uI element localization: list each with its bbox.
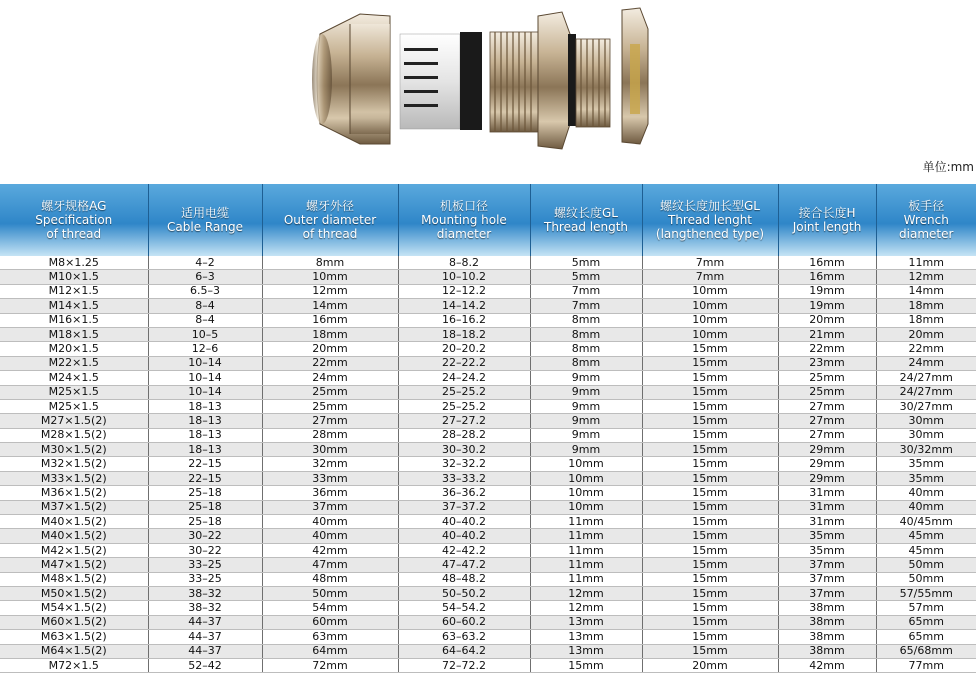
table-cell: 11mm [530, 543, 642, 557]
table-cell: 65mm [876, 630, 976, 644]
column-header-zh: 螺纹长度加长型GL [643, 199, 778, 213]
column-header-en2: of thread [263, 227, 398, 241]
table-cell: 12mm [530, 586, 642, 600]
table-cell: 10mm [530, 500, 642, 514]
table-cell: 10mm [530, 471, 642, 485]
table-cell: 22mm [778, 342, 876, 356]
table-cell: 10mm [642, 299, 778, 313]
table-cell: M40×1.5(2) [0, 529, 148, 543]
table-cell: M40×1.5(2) [0, 515, 148, 529]
table-cell: 54–54.2 [398, 601, 530, 615]
table-cell: 40mm [876, 500, 976, 514]
table-cell: 30–22 [148, 543, 262, 557]
table-cell: 77mm [876, 658, 976, 672]
table-cell: 30/27mm [876, 399, 976, 413]
table-cell: 25–25.2 [398, 399, 530, 413]
table-cell: 15mm [642, 558, 778, 572]
table-cell: 20mm [876, 327, 976, 341]
table-cell: 12mm [876, 270, 976, 284]
table-cell: M30×1.5(2) [0, 443, 148, 457]
table-cell: 8–8.2 [398, 256, 530, 270]
table-cell: 15mm [642, 342, 778, 356]
table-cell: M27×1.5(2) [0, 414, 148, 428]
table-cell: 37mm [778, 558, 876, 572]
table-cell: 25–18 [148, 500, 262, 514]
table-cell: 24/27mm [876, 371, 976, 385]
table-cell: 15mm [642, 356, 778, 370]
table-cell: M28×1.5(2) [0, 428, 148, 442]
table-row [0, 529, 976, 543]
table-row [0, 270, 976, 284]
table-cell: 42mm [262, 543, 398, 557]
table-cell: 10–10.2 [398, 270, 530, 284]
table-cell: 16–16.2 [398, 313, 530, 327]
table-row [0, 385, 976, 399]
table-cell: 20mm [778, 313, 876, 327]
table-cell: M18×1.5 [0, 327, 148, 341]
column-header-en1: Mounting hole [399, 213, 530, 227]
table-cell: 35mm [876, 457, 976, 471]
table-cell: M36×1.5(2) [0, 486, 148, 500]
table-cell: 20–20.2 [398, 342, 530, 356]
table-cell: 6–3 [148, 270, 262, 284]
column-header [398, 184, 530, 256]
column-header [0, 184, 148, 256]
table-cell: 21mm [778, 327, 876, 341]
table-cell: 25mm [262, 399, 398, 413]
table-row [0, 371, 976, 385]
table-cell: 63mm [262, 630, 398, 644]
table-cell: 15mm [642, 586, 778, 600]
table-cell: 65/68mm [876, 644, 976, 658]
table-cell: 27mm [778, 399, 876, 413]
table-cell: 38mm [778, 601, 876, 615]
table-cell: 40–40.2 [398, 529, 530, 543]
table-cell: 32mm [262, 457, 398, 471]
table-cell: 27mm [262, 414, 398, 428]
table-cell: 15mm [530, 658, 642, 672]
table-cell: M25×1.5 [0, 385, 148, 399]
table-cell: 44–37 [148, 630, 262, 644]
table-cell: 38–32 [148, 601, 262, 615]
cable-gland-photo [300, 4, 660, 154]
column-header-en1: Joint length [779, 220, 876, 234]
column-header-zh: 适用电缆 [149, 206, 262, 220]
table-cell: 10mm [530, 486, 642, 500]
table-cell: 20mm [642, 658, 778, 672]
table-cell: 14–14.2 [398, 299, 530, 313]
table-cell: 10mm [262, 270, 398, 284]
table-cell: 22mm [262, 356, 398, 370]
table-cell: 15mm [642, 399, 778, 413]
table-cell: 47mm [262, 558, 398, 572]
table-header-row [0, 184, 976, 256]
table-cell: 72mm [262, 658, 398, 672]
table-row [0, 299, 976, 313]
table-row [0, 543, 976, 557]
table-cell: 18–18.2 [398, 327, 530, 341]
table-cell: 15mm [642, 471, 778, 485]
table-cell: M47×1.5(2) [0, 558, 148, 572]
table-cell: 10mm [642, 313, 778, 327]
table-cell: M37×1.5(2) [0, 500, 148, 514]
table-row [0, 457, 976, 471]
table-cell: 50mm [876, 572, 976, 586]
table-cell: M63×1.5(2) [0, 630, 148, 644]
table-cell: 30mm [262, 443, 398, 457]
table-cell: M16×1.5 [0, 313, 148, 327]
table-cell: 24–24.2 [398, 371, 530, 385]
table-cell: 13mm [530, 615, 642, 629]
table-row [0, 256, 976, 270]
table-cell: 25–18 [148, 486, 262, 500]
table-cell: 15mm [642, 644, 778, 658]
table-cell: 8mm [530, 313, 642, 327]
table-cell: 7mm [642, 270, 778, 284]
table-cell: 33–25 [148, 558, 262, 572]
table-row [0, 515, 976, 529]
table-cell: M25×1.5 [0, 399, 148, 413]
table-cell: 50–50.2 [398, 586, 530, 600]
table-cell: 36–36.2 [398, 486, 530, 500]
table-cell: 44–37 [148, 644, 262, 658]
table-cell: 37mm [262, 500, 398, 514]
column-header [262, 184, 398, 256]
table-cell: 47–47.2 [398, 558, 530, 572]
table-cell: 31mm [778, 486, 876, 500]
table-cell: 42mm [778, 658, 876, 672]
table-cell: 30–22 [148, 529, 262, 543]
table-cell: 15mm [642, 630, 778, 644]
column-header-en1: Thread length [531, 220, 642, 234]
table-cell: 18–13 [148, 428, 262, 442]
table-cell: 54mm [262, 601, 398, 615]
table-cell: 15mm [642, 615, 778, 629]
table-cell: 30mm [876, 414, 976, 428]
table-cell: 29mm [778, 443, 876, 457]
table-cell: 27mm [778, 414, 876, 428]
table-cell: 5mm [530, 270, 642, 284]
table-cell: 11mm [530, 515, 642, 529]
table-cell: 22–15 [148, 457, 262, 471]
table-cell: 50mm [876, 558, 976, 572]
table-cell: 28mm [262, 428, 398, 442]
table-cell: 25–25.2 [398, 385, 530, 399]
table-cell: 32–32.2 [398, 457, 530, 471]
table-cell: 22–22.2 [398, 356, 530, 370]
table-cell: 8–4 [148, 313, 262, 327]
table-cell: 18mm [876, 313, 976, 327]
table-cell: 4–2 [148, 256, 262, 270]
table-cell: 15mm [642, 529, 778, 543]
table-cell: 8–4 [148, 299, 262, 313]
table-cell: 15mm [642, 601, 778, 615]
table-cell: 57mm [876, 601, 976, 615]
table-cell: 9mm [530, 414, 642, 428]
table-cell: 37mm [778, 572, 876, 586]
table-cell: 45mm [876, 529, 976, 543]
table-cell: 40mm [876, 486, 976, 500]
table-cell: 15mm [642, 371, 778, 385]
table-cell: 65mm [876, 615, 976, 629]
table-cell: 45mm [876, 543, 976, 557]
table-cell: 15mm [642, 572, 778, 586]
table-cell: 33mm [262, 471, 398, 485]
table-cell: 15mm [642, 385, 778, 399]
table-cell: 10mm [530, 457, 642, 471]
table-cell: 44–37 [148, 615, 262, 629]
table-row [0, 630, 976, 644]
table-cell: 57/55mm [876, 586, 976, 600]
table-cell: 36mm [262, 486, 398, 500]
table-cell: M33×1.5(2) [0, 471, 148, 485]
column-header-en1: Outer diameter [263, 213, 398, 227]
table-cell: 8mm [530, 356, 642, 370]
table-cell: 18mm [262, 327, 398, 341]
table-cell: 24mm [876, 356, 976, 370]
table-cell: 50mm [262, 586, 398, 600]
table-cell: 15mm [642, 443, 778, 457]
table-row [0, 399, 976, 413]
table-cell: 27–27.2 [398, 414, 530, 428]
table-cell: 15mm [642, 500, 778, 514]
table-cell: 20mm [262, 342, 398, 356]
table-cell: 52–42 [148, 658, 262, 672]
unit-label: 单位:mm [923, 158, 974, 175]
table-cell: M50×1.5(2) [0, 586, 148, 600]
table-cell: 14mm [262, 299, 398, 313]
column-header [530, 184, 642, 256]
table-cell: 12mm [262, 284, 398, 298]
table-cell: M32×1.5(2) [0, 457, 148, 471]
table-cell: 64mm [262, 644, 398, 658]
table-cell: 30/32mm [876, 443, 976, 457]
table-cell: 10–14 [148, 356, 262, 370]
table-cell: M20×1.5 [0, 342, 148, 356]
table-cell: 64–64.2 [398, 644, 530, 658]
table-cell: 25mm [778, 385, 876, 399]
table-cell: 11mm [876, 256, 976, 270]
table-cell: 60–60.2 [398, 615, 530, 629]
table-cell: 9mm [530, 428, 642, 442]
table-cell: 25mm [262, 385, 398, 399]
table-cell: 40–40.2 [398, 515, 530, 529]
table-row [0, 658, 976, 672]
table-cell: 29mm [778, 457, 876, 471]
table-cell: 15mm [642, 414, 778, 428]
table-row [0, 428, 976, 442]
table-cell: 72–72.2 [398, 658, 530, 672]
column-header-en2: of thread [0, 227, 148, 241]
table-cell: 33–25 [148, 572, 262, 586]
column-header [876, 184, 976, 256]
table-cell: 18–13 [148, 399, 262, 413]
table-cell: 48mm [262, 572, 398, 586]
table-cell: 37–37.2 [398, 500, 530, 514]
table-cell: 10–14 [148, 385, 262, 399]
table-cell: 19mm [778, 284, 876, 298]
table-row [0, 414, 976, 428]
table-cell: 30mm [876, 428, 976, 442]
column-header-zh: 板手径 [877, 199, 976, 213]
spec-table [0, 184, 976, 673]
column-header-zh: 螺纹长度GL [531, 206, 642, 220]
table-row [0, 443, 976, 457]
table-cell: 30–30.2 [398, 443, 530, 457]
table-cell: M22×1.5 [0, 356, 148, 370]
table-cell: 37mm [778, 586, 876, 600]
column-header-en1: Thread lenght [643, 213, 778, 227]
table-cell: M60×1.5(2) [0, 615, 148, 629]
column-header-en2: (langthened type) [643, 227, 778, 241]
table-cell: M54×1.5(2) [0, 601, 148, 615]
column-header-en1: Cable Range [149, 220, 262, 234]
table-cell: 12–12.2 [398, 284, 530, 298]
table-cell: 18mm [876, 299, 976, 313]
table-cell: 23mm [778, 356, 876, 370]
table-cell: 25–18 [148, 515, 262, 529]
table-cell: 9mm [530, 399, 642, 413]
table-cell: M24×1.5 [0, 371, 148, 385]
table-cell: 12mm [530, 601, 642, 615]
table-cell: 42–42.2 [398, 543, 530, 557]
table-cell: 15mm [642, 486, 778, 500]
table-cell: 8mm [262, 256, 398, 270]
table-cell: 28–28.2 [398, 428, 530, 442]
table-cell: 31mm [778, 500, 876, 514]
table-cell: 8mm [530, 327, 642, 341]
table-cell: 33–33.2 [398, 471, 530, 485]
table-row [0, 486, 976, 500]
table-cell: 22–15 [148, 471, 262, 485]
table-cell: 38mm [778, 630, 876, 644]
table-cell: 60mm [262, 615, 398, 629]
table-cell: 5mm [530, 256, 642, 270]
table-row [0, 586, 976, 600]
table-row [0, 615, 976, 629]
table-row [0, 500, 976, 514]
table-row [0, 356, 976, 370]
column-header-en1: Specification [0, 213, 148, 227]
table-cell: 13mm [530, 644, 642, 658]
column-header-zh: 螺牙规格AG [0, 199, 148, 213]
table-cell: M48×1.5(2) [0, 572, 148, 586]
table-cell: 12–6 [148, 342, 262, 356]
table-cell: 9mm [530, 385, 642, 399]
table-cell: M10×1.5 [0, 270, 148, 284]
table-row [0, 342, 976, 356]
table-cell: 22mm [876, 342, 976, 356]
table-cell: 9mm [530, 443, 642, 457]
table-cell: M14×1.5 [0, 299, 148, 313]
table-cell: 10mm [642, 284, 778, 298]
column-header-en2: diameter [399, 227, 530, 241]
table-cell: 63–63.2 [398, 630, 530, 644]
table-cell: 25mm [778, 371, 876, 385]
table-cell: 38mm [778, 644, 876, 658]
table-cell: 40/45mm [876, 515, 976, 529]
column-header-en2: diameter [877, 227, 976, 241]
table-row [0, 471, 976, 485]
table-cell: 10–14 [148, 371, 262, 385]
table-cell: 8mm [530, 342, 642, 356]
table-cell: 31mm [778, 515, 876, 529]
column-header [642, 184, 778, 256]
table-cell: 10–5 [148, 327, 262, 341]
table-cell: 13mm [530, 630, 642, 644]
table-cell: 15mm [642, 543, 778, 557]
column-header-zh: 螺牙外径 [263, 199, 398, 213]
table-row [0, 644, 976, 658]
table-cell: 7mm [530, 299, 642, 313]
table-cell: 38mm [778, 615, 876, 629]
table-cell: 6.5–3 [148, 284, 262, 298]
table-cell: M8×1.25 [0, 256, 148, 270]
table-cell: 40mm [262, 529, 398, 543]
column-header [148, 184, 262, 256]
table-cell: 16mm [778, 256, 876, 270]
table-cell: 7mm [642, 256, 778, 270]
table-cell: 15mm [642, 515, 778, 529]
table-cell: 48–48.2 [398, 572, 530, 586]
table-cell: 27mm [778, 428, 876, 442]
table-cell: 24mm [262, 371, 398, 385]
table-cell: 29mm [778, 471, 876, 485]
table-cell: 15mm [642, 457, 778, 471]
table-row [0, 572, 976, 586]
table-cell: 11mm [530, 558, 642, 572]
table-cell: 9mm [530, 371, 642, 385]
table-cell: 24/27mm [876, 385, 976, 399]
table-cell: 38–32 [148, 586, 262, 600]
table-row [0, 284, 976, 298]
table-cell: 35mm [778, 529, 876, 543]
column-header-zh: 接合长度H [779, 206, 876, 220]
column-header [778, 184, 876, 256]
table-cell: 40mm [262, 515, 398, 529]
column-header-en1: Wrench [877, 213, 976, 227]
table-row [0, 313, 976, 327]
table-cell: 16mm [262, 313, 398, 327]
table-cell: 35mm [876, 471, 976, 485]
table-cell: 16mm [778, 270, 876, 284]
table-cell: 11mm [530, 529, 642, 543]
table-cell: 19mm [778, 299, 876, 313]
table-cell: 18–13 [148, 443, 262, 457]
table-row [0, 558, 976, 572]
table-cell: 35mm [778, 543, 876, 557]
table-cell: M72×1.5 [0, 658, 148, 672]
table-row [0, 327, 976, 341]
table-row [0, 601, 976, 615]
table-cell: M12×1.5 [0, 284, 148, 298]
table-cell: 15mm [642, 428, 778, 442]
column-header-zh: 机板口径 [399, 199, 530, 213]
table-cell: M64×1.5(2) [0, 644, 148, 658]
table-cell: 18–13 [148, 414, 262, 428]
table-cell: M42×1.5(2) [0, 543, 148, 557]
table-cell: 11mm [530, 572, 642, 586]
table-cell: 7mm [530, 284, 642, 298]
table-body [0, 256, 976, 673]
table-cell: 10mm [642, 327, 778, 341]
table-cell: 14mm [876, 284, 976, 298]
